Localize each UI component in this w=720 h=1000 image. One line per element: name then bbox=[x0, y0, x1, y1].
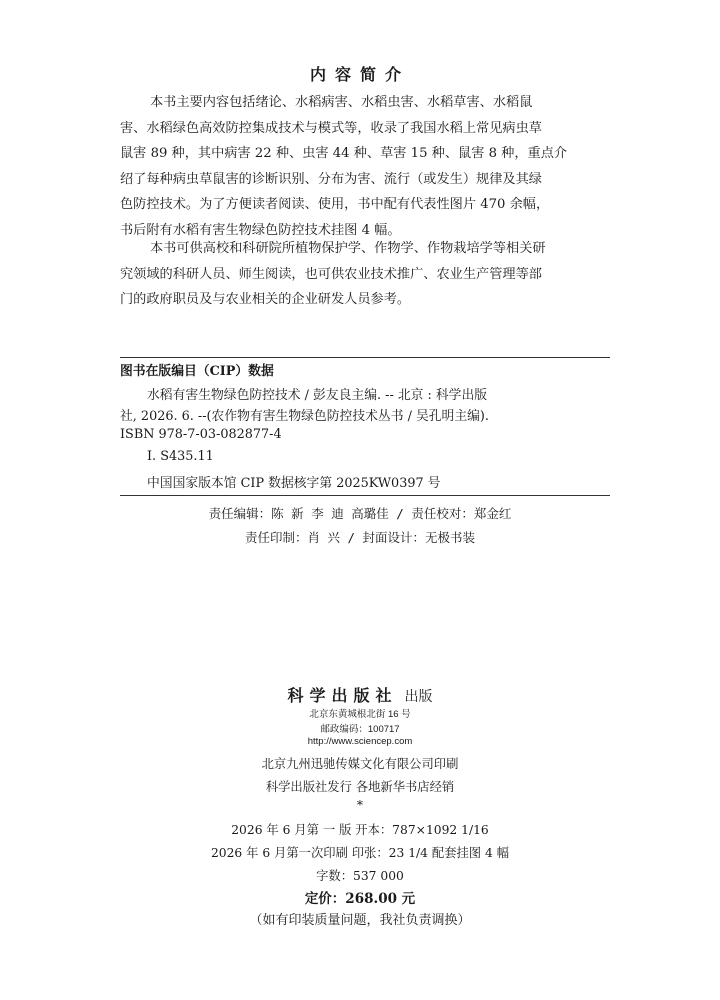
edition-line: 2026 年 6 月第 一 版 开本：787×1092 1/16 bbox=[231, 823, 489, 837]
separator-star: * bbox=[356, 798, 364, 812]
cip-line-2: 社, 2026. 6. --(农作物有害生物绿色防控技术丛书 / 吴孔明主编). bbox=[120, 409, 489, 424]
printing-line: 2026 年 6 月第一次印刷 印张：23 1/4 配套挂图 4 幅 bbox=[210, 846, 510, 860]
intro-paragraph-1 bbox=[120, 90, 610, 243]
intro-line: 害、水稻绿色高效防控集成技术与模式等，收录了我国水稻上常见病虫草 bbox=[120, 120, 542, 136]
publisher-address: 北京东黄城根北街 16 号 bbox=[309, 709, 411, 720]
cip-line-1: 水稻有害生物绿色防控技术 / 彭友良主编. -- 北京 : 科学出版 bbox=[147, 388, 488, 403]
intro-line: 本书可供高校和科研院所植物保护学、作物学、作物栽培学等相关研 bbox=[150, 241, 546, 256]
publisher-postcode: 邮政编码：100717 bbox=[320, 724, 400, 735]
intro-line: 鼠害 89 种，其中病害 22 种、虫害 44 种、草害 15 种、鼠害 8 种，重点介 bbox=[120, 146, 568, 161]
intro-line: 书后附有水稻有害生物绿色防控技术挂图 4 幅。 bbox=[120, 222, 401, 238]
cip-record: 中国国家版本馆 CIP 数据核字第 2025KW0397 号 bbox=[147, 476, 441, 491]
publish-word: 出版 bbox=[404, 689, 433, 705]
publisher-url: http://www.sciencep.com bbox=[307, 736, 413, 747]
quality-note: （如有印装质量问题，我社负责调换） bbox=[249, 913, 471, 928]
publisher-line bbox=[0, 683, 720, 706]
cip-isbn: ISBN 978-7-03-082877-4 bbox=[120, 427, 282, 442]
cip-top-rule bbox=[120, 357, 610, 358]
distribution-line: 科学出版社发行 各地新华书店经销 bbox=[265, 780, 455, 794]
intro-line: 本书主要内容包括绪论、水稻病害、水稻虫害、水稻草害、水稻鼠 bbox=[150, 95, 533, 110]
intro-line: 绍了每种病虫草鼠害的诊断识别、分布为害、流行（或发生）规律及其绿 bbox=[120, 171, 542, 187]
credits-line-1: 责任编辑：陈 新 李 迪 高璐佳 / 责任校对：郑金红 bbox=[208, 506, 512, 521]
price-line: 定价：268.00 元 bbox=[304, 891, 416, 907]
printer-line: 北京九州迅驰传媒文化有限公司印刷 bbox=[261, 757, 459, 771]
publisher-logo: 科学出版社 bbox=[287, 686, 398, 705]
credits-line-2: 责任印制：肖 兴 / 封面设计：无极书装 bbox=[244, 530, 476, 545]
intro-line: 究领域的科研人员、师生阅读，也可供农业技术推广、农业生产管理等部 bbox=[120, 266, 542, 282]
word-count-line: 字数：537 000 bbox=[316, 869, 404, 883]
intro-line: 门的政府职员及与农业相关的企业研发人员参考。 bbox=[120, 292, 411, 307]
cip-class-number: Ⅰ. S435.11 bbox=[147, 449, 214, 464]
intro-line: 色防控技术。为了方便读者阅读、使用，书中配有代表性图片 470 余幅， bbox=[120, 197, 550, 212]
cip-bottom-rule bbox=[120, 495, 610, 496]
page-title: 内容简介 bbox=[309, 65, 410, 84]
intro-paragraph-2 bbox=[120, 236, 610, 313]
cip-title: 图书在版编目（CIP）数据 bbox=[120, 364, 274, 379]
